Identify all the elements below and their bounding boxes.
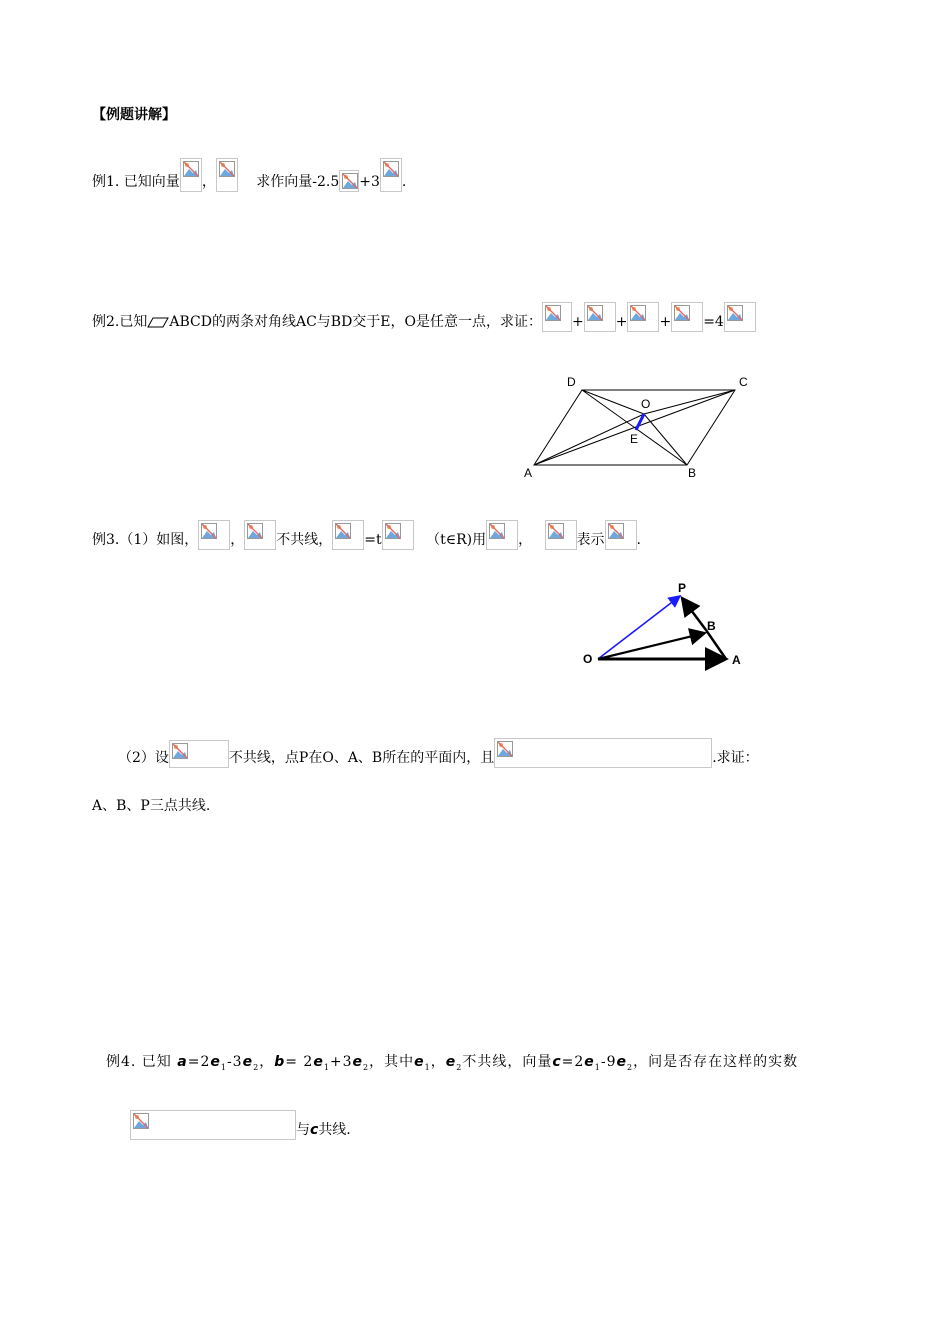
label-d: D <box>567 375 576 389</box>
equation-image <box>494 738 712 768</box>
label-b: B <box>707 619 716 633</box>
segment-ab <box>706 630 726 659</box>
label-a: A <box>732 653 741 667</box>
example-1: 例1. 已知向量 ， 求作向量-2.5 +3 . <box>92 158 406 192</box>
example-3-part-2: （2）设 不共线，点P在O、A、B所在的平面内，且 .求证： <box>118 738 759 768</box>
vector-ob-image <box>545 520 577 550</box>
vector-op-image <box>605 520 637 550</box>
vector-a-image <box>180 158 202 192</box>
vector-ob-image <box>244 520 276 550</box>
vector-oa-image <box>198 520 230 550</box>
diagonal-bd <box>582 390 687 465</box>
vector-ap-image <box>332 520 364 550</box>
section-heading: 【例题讲解】 <box>92 107 176 123</box>
label-b: B <box>688 466 697 480</box>
lambda-mu-equation-image <box>130 1110 296 1140</box>
vector-oa-image <box>486 520 518 550</box>
vector-ab-image <box>382 520 414 550</box>
parallelogram-figure <box>520 370 760 482</box>
label-o: O <box>583 652 593 666</box>
label-a: A <box>524 466 533 480</box>
example-4-line-2: 与c共线. <box>130 1110 351 1140</box>
label-o: O <box>641 397 651 411</box>
label-p: P <box>678 581 687 595</box>
label-e: E <box>630 432 639 446</box>
segment-bp <box>682 598 706 630</box>
vector-a-image <box>339 170 359 192</box>
example-4: 例4. 已知 $a=2e_1-3e_2$，$b= 2e_1+3e_2$，其中$e_1$，$e_2$不共线，向量$c=2e_1-9e_2$，问是否存在这样的实数 <box>106 1054 799 1072</box>
vector-oc-image <box>627 302 659 332</box>
example-3-part-2-line-2: A、B、P三点共线. <box>92 798 211 814</box>
segment-od <box>582 390 644 414</box>
vector-od-image <box>671 302 703 332</box>
vector-b-image <box>380 158 402 192</box>
example-3-part-1: 例3.（1）如图， ， 不共线， =t （t∈R)用 ， 表示 . <box>92 520 641 550</box>
vectors-oa-ob-image <box>169 740 229 768</box>
label-c: C <box>739 375 748 389</box>
example-2: 例2.已知 ABCD的两条对角线AC与BD交于E，O是任意一点，求证： + + + =4 <box>92 302 756 332</box>
segment-oc <box>644 390 735 414</box>
vector-oa-image <box>542 302 572 332</box>
parallelogram-icon <box>147 316 169 328</box>
vector-ob-image <box>584 302 616 332</box>
vector-b-image <box>216 158 238 192</box>
vector-oe-image <box>724 302 756 332</box>
triangle-figure <box>578 576 748 672</box>
